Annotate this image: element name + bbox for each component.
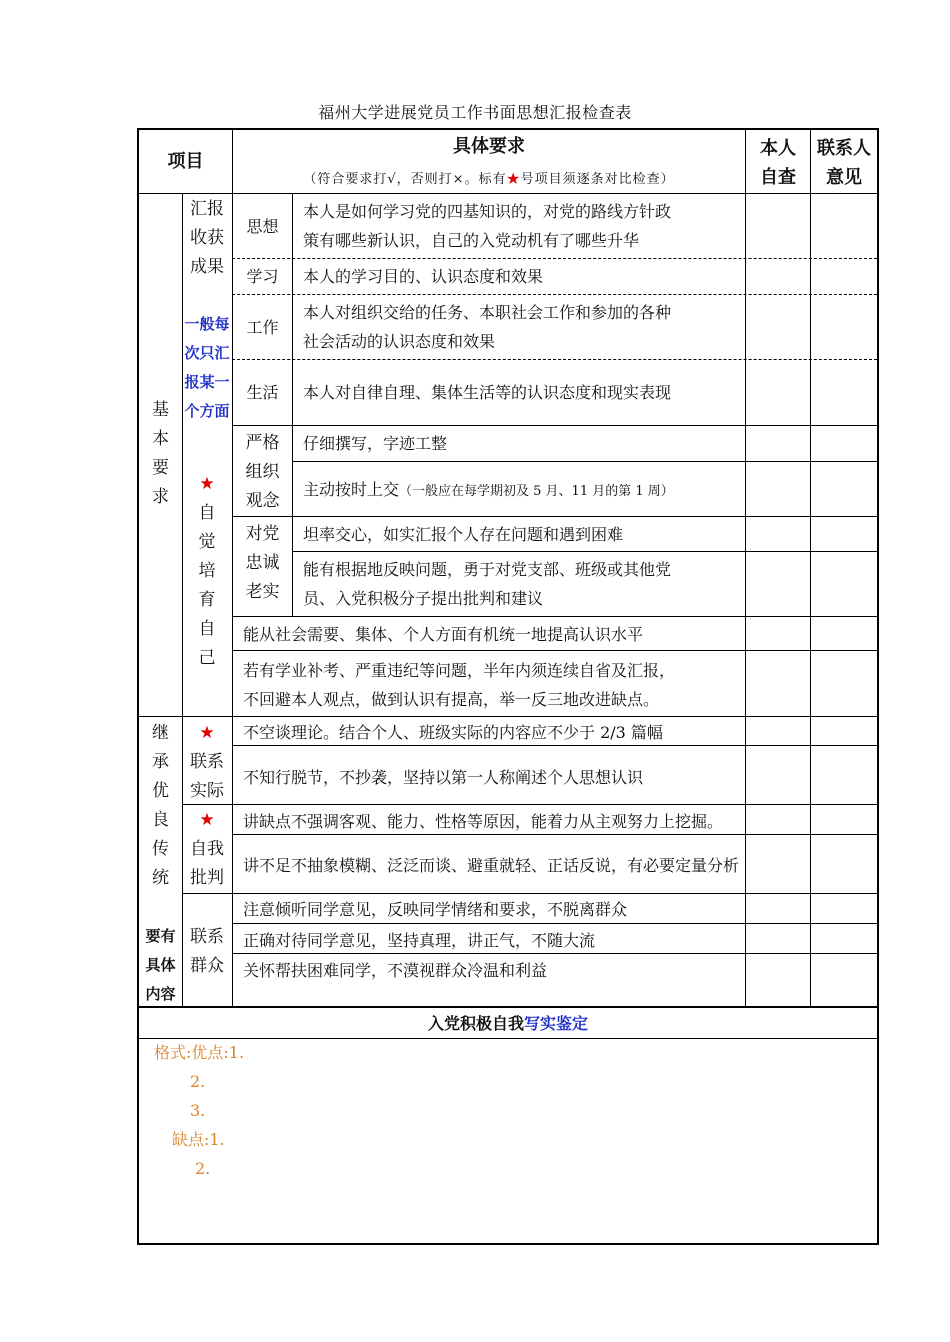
star-icon: ★ [199, 723, 215, 743]
dashed-divider [232, 294, 877, 295]
appraisal-title: 入党积极自我写实鉴定 [427, 1014, 589, 1033]
requirement-text: 主动按时上交（一般应在每学期初及 5 月、11 月的第 1 周） [303, 480, 674, 499]
document-title: 福州大学进展党员工作书面思想汇报检查表 [318, 103, 632, 122]
grid-line [292, 461, 877, 462]
requirement-text: 正确对待同学意见，坚持真理，讲正气，不随大流 [243, 931, 596, 950]
header-requirements: 具体要求 [453, 136, 525, 157]
appraisal-line: 2. [195, 1159, 211, 1178]
report-label: 汇报 收获 成果 [190, 199, 224, 277]
check-table [137, 128, 879, 1245]
topic-thought: 思想 [246, 217, 279, 236]
grid-line [139, 1038, 877, 1039]
grid-line [182, 804, 877, 805]
star-icon: ★ [199, 474, 215, 494]
header-contact-2: 意见 [826, 167, 862, 188]
report-note: 一般每 次只汇 报某一 个方面 [184, 315, 230, 420]
requirement-text: 若有学业补考、严重违纪等问题，半年内须连续自省及汇报， [243, 661, 676, 680]
grid-line [232, 650, 877, 651]
star-icon: ★ [506, 172, 521, 187]
requirement-text: 本人对自律自理、集体生活等的认识态度和现实表现 [303, 383, 672, 402]
requirement-text: 能从社会需要、集体、个人方面有机统一地提高认识水平 [243, 625, 644, 644]
dashed-divider [232, 258, 877, 259]
requirement-text: 注意倾听同学意见，反映同学情绪和要求，不脱离群众 [243, 900, 628, 919]
header-note: （符合要求打√，否则打×。标有★号项目须逐条对比检查） [303, 172, 675, 187]
grid-line [139, 716, 877, 717]
header-self-check-1: 本人 [760, 138, 796, 159]
appraisal-line: 3. [190, 1101, 206, 1120]
grid-line [232, 425, 877, 426]
self-cultivation-label: ★ 自 觉 培 育 自 己 [182, 470, 232, 673]
appraisal-line: 格式:优点:1. [154, 1043, 245, 1062]
grid-line [232, 616, 877, 617]
section-label-tradition: 继 承 优 良 传 统 [152, 723, 169, 888]
grid-line [292, 193, 293, 616]
grid-line [810, 130, 811, 1006]
requirement-text: 坦率交心，如实汇报个人存在问题和遇到困难 [303, 525, 624, 544]
topic-loyalty: 对党 忠诚 老实 [245, 524, 280, 602]
appraisal-line: 2. [190, 1072, 206, 1091]
requirement-text: 不知行脱节，不抄袭，坚持以第一人称阐述个人思想认识 [243, 768, 644, 787]
masses-label: 联系 群众 [190, 927, 224, 976]
topic-life: 生活 [246, 383, 279, 402]
header-item: 项目 [167, 151, 204, 172]
requirement-text: 仔细撰写，字迹工整 [303, 434, 448, 453]
requirement-text: 不回避本人观点，做到认识有提高，举一反三地改进缺点。 [243, 690, 660, 709]
requirement-text: 本人是如何学习党的四基知识的，对党的路线方针政 [303, 202, 672, 221]
requirement-text: 不空谈理论。结合个人、班级实际的内容应不少于 2/3 篇幅 [243, 723, 663, 742]
practice-label: ★ 联系 实际 [182, 719, 232, 806]
tradition-note: 要有 具体 内容 [145, 927, 176, 1003]
grid-line [182, 893, 877, 894]
header-contact-1: 联系人 [817, 138, 871, 159]
requirement-text: 员、入党积极分子提出批判和建议 [303, 589, 544, 608]
dashed-divider [232, 359, 877, 360]
star-icon: ★ [199, 810, 215, 830]
requirement-text: 本人对组织交给的任务、本职社会工作和参加的各种 [303, 303, 672, 322]
requirement-text: 社会活动的认识态度和效果 [303, 332, 496, 351]
requirement-text: 讲不足不抽象模糊、泛泛而谈、避重就轻、正话反说，有必要定量分析 [243, 856, 740, 875]
topic-organization: 严格 组织 观念 [245, 433, 280, 511]
grid-line [292, 551, 877, 552]
topic-study: 学习 [246, 267, 279, 286]
requirement-text: 关怀帮扶困难同学，不漠视群众冷温和利益 [243, 961, 548, 980]
topic-work: 工作 [246, 318, 279, 337]
requirement-text: 策有哪些新认识，自己的入党动机有了哪些升华 [303, 231, 640, 250]
grid-line [745, 130, 746, 1006]
header-self-check-2: 自查 [760, 167, 796, 188]
requirement-text: 能有根据地反映问题，勇于对党支部、班级或其他党 [303, 560, 672, 579]
requirement-text: 本人的学习目的、认识态度和效果 [303, 267, 544, 286]
section-label-basic: 基 本 要 求 [152, 400, 169, 507]
grid-line [232, 516, 877, 517]
critique-label: ★ 自我 批判 [182, 806, 232, 893]
requirement-text: 讲缺点不强调客观、能力、性格等原因，能着力从主观努力上挖掘。 [243, 812, 724, 831]
appraisal-line: 缺点:1. [172, 1130, 225, 1149]
grid-line [139, 1006, 877, 1008]
